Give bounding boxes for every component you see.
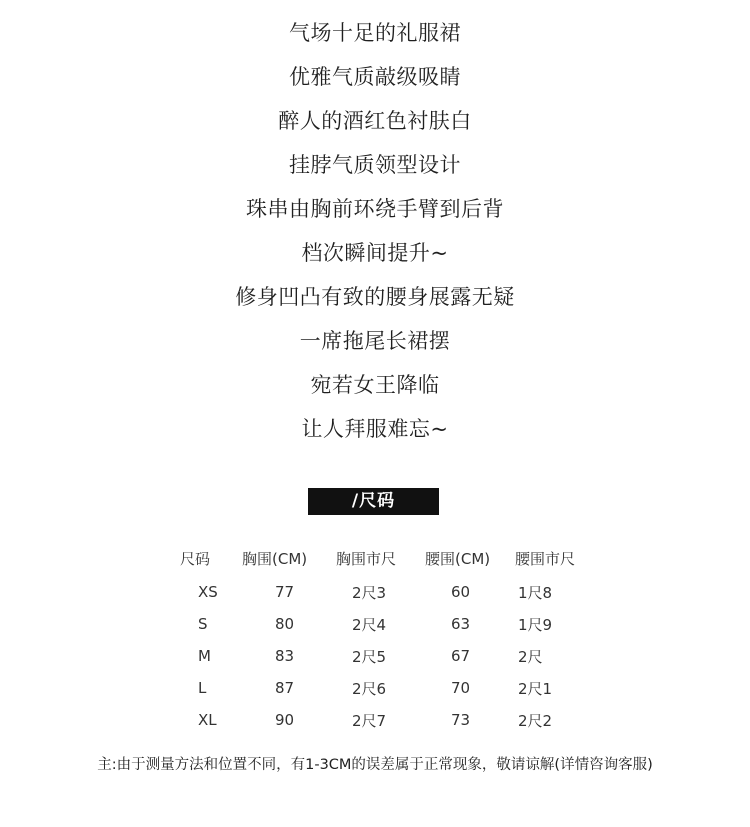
cell-waist-chi: 2尺 — [518, 647, 543, 666]
cell-chest-chi: 2尺3 — [352, 583, 387, 602]
intro-line: 气场十足的礼服裙 — [289, 21, 461, 45]
header-size: 尺码 — [180, 549, 211, 568]
cell-chest-chi: 2尺7 — [352, 711, 387, 730]
cell-waist-chi: 1尺9 — [518, 615, 553, 634]
table-row — [0, 608, 750, 640]
intro-line: 宛若女王降临 — [310, 373, 440, 397]
cell-waist-cm: 60 — [451, 583, 471, 601]
intro-line: 修身凹凸有致的腰身展露无疑 — [235, 285, 515, 309]
table-row — [0, 672, 750, 704]
cell-waist-cm: 63 — [451, 615, 471, 633]
size-table — [0, 540, 750, 736]
cell-chest-cm: 80 — [275, 615, 295, 633]
cell-size: S — [198, 615, 208, 633]
cell-chest-chi: 2尺4 — [352, 615, 387, 634]
cell-waist-chi: 2尺2 — [518, 711, 553, 730]
cell-chest-chi: 2尺6 — [352, 679, 387, 698]
header-chest-cm: 胸围(CM) — [242, 549, 308, 568]
table-row — [0, 640, 750, 672]
intro-line: 挂脖气质领型设计 — [289, 153, 461, 177]
measurement-note: 主:由于测量方法和位置不同，有1-3CM的误差属于正常现象，敬请谅解(详情咨询客服) — [97, 757, 653, 773]
intro-line: 档次瞬间提升~ — [301, 241, 449, 265]
intro-text-block — [0, 14, 750, 454]
cell-chest-cm: 87 — [275, 679, 295, 697]
cell-waist-chi: 1尺8 — [518, 583, 553, 602]
cell-waist-cm: 70 — [451, 679, 471, 697]
cell-chest-cm: 77 — [275, 583, 295, 601]
cell-size: M — [198, 647, 211, 665]
cell-size: L — [198, 679, 207, 697]
header-waist-chi: 腰围市尺 — [515, 549, 576, 568]
cell-size: XL — [198, 711, 217, 729]
intro-line: 让人拜服难忘~ — [301, 417, 449, 441]
intro-line: 珠串由胸前环绕手臂到后背 — [246, 197, 504, 221]
cell-chest-cm: 83 — [275, 647, 295, 665]
table-row — [0, 704, 750, 736]
header-chest-chi: 胸围市尺 — [336, 549, 397, 568]
size-section-title: /尺码 — [308, 488, 439, 515]
table-row — [0, 576, 750, 608]
cell-waist-cm: 67 — [451, 647, 471, 665]
intro-line: 醉人的酒红色衬肤白 — [278, 109, 472, 133]
cell-waist-chi: 2尺1 — [518, 679, 553, 698]
cell-waist-cm: 73 — [451, 711, 471, 729]
cell-chest-chi: 2尺5 — [352, 647, 387, 666]
intro-line: 优雅气质敲级吸睛 — [289, 65, 461, 89]
intro-line: 一席拖尾长裙摆 — [299, 329, 451, 353]
cell-size: XS — [198, 583, 218, 601]
size-table-header-row — [0, 540, 750, 576]
header-waist-cm: 腰围(CM) — [425, 549, 491, 568]
cell-chest-cm: 90 — [275, 711, 295, 729]
